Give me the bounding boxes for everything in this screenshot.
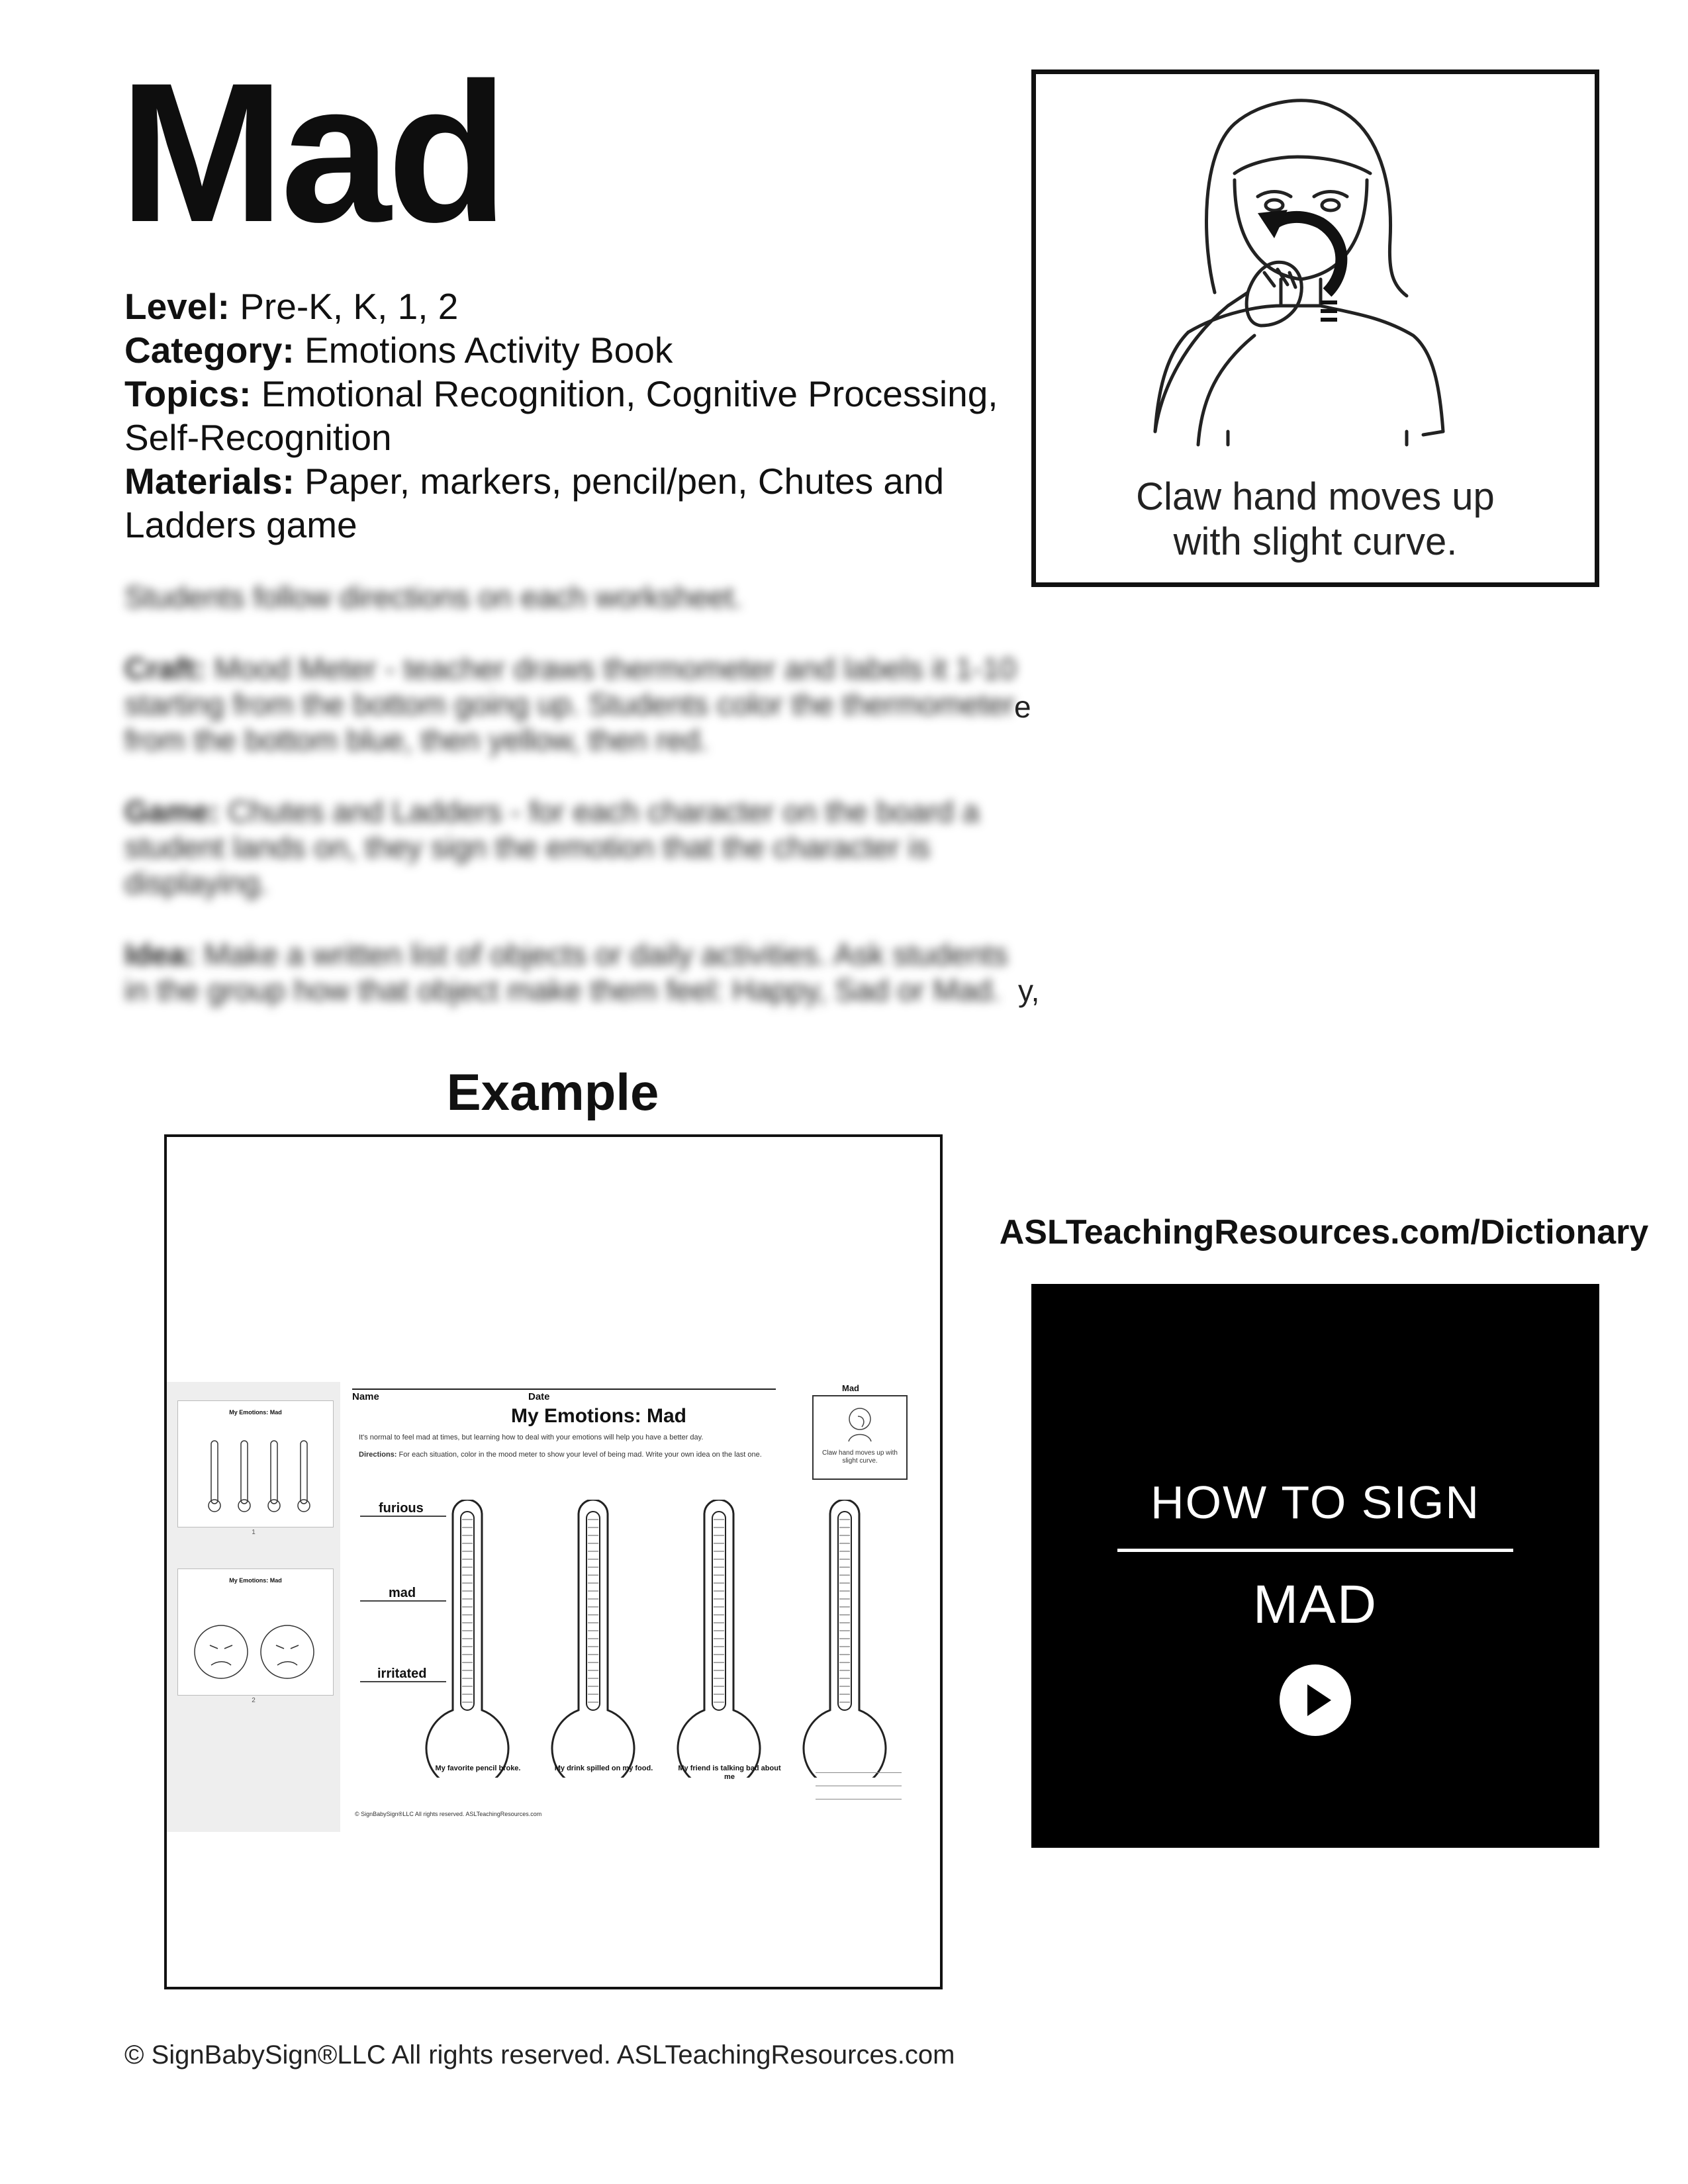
video-thumbnail[interactable]: [1031, 1284, 1599, 1848]
thermometer-caption-2: My drink spilled on my food.: [554, 1764, 653, 1772]
name-line: [352, 1388, 776, 1390]
topics-row: [124, 372, 1051, 459]
materials-row: [124, 459, 1051, 547]
craft-label: Craft:: [124, 651, 206, 686]
date-label: Date: [528, 1391, 550, 1402]
idea-paragraph: [124, 936, 1025, 1008]
craft-paragraph: [124, 651, 1025, 758]
example-heading: Example: [446, 1063, 659, 1121]
directions-text: For each situation, color in the mood meter to show your level of being mad. Write your own idea on the last one.: [399, 1451, 762, 1459]
category-value: Emotions Activity Book: [305, 330, 673, 371]
mini-sign-caption: Claw hand moves up with slight curve.: [822, 1449, 898, 1465]
mood-thermometers: [418, 1500, 921, 1778]
game-paragraph: [124, 794, 1025, 901]
sign-illustration: [1036, 74, 1595, 471]
unblurred-fragment: y,: [1018, 974, 1040, 1008]
worksheet-footer: © SignBabySign®LLC All rights reserved. ASLTeachingResources.com: [355, 1811, 542, 1817]
instructions-intro: Students follow directions on each worksheet.: [124, 580, 743, 614]
lesson-metadata: [124, 285, 1051, 547]
category-row: [124, 328, 1051, 372]
page-thumbnail-2[interactable]: [177, 1569, 334, 1696]
worksheet-intro: It's normal to feel mad at times, but learning how to deal with your emotions will help you have a better day.: [359, 1433, 704, 1441]
video-divider: [1117, 1549, 1513, 1552]
level-label-furious: furious: [379, 1501, 424, 1516]
write-line: [816, 1772, 902, 1773]
sign-caption: [1036, 475, 1595, 565]
worksheet-directions: [359, 1451, 769, 1459]
dictionary-link[interactable]: ASLTeachingResources.com/Dictionary: [999, 1213, 1649, 1251]
thermometer-caption-3: My friend is talking bad about me: [678, 1764, 781, 1781]
directions-label: Directions:: [359, 1451, 397, 1459]
level-row: [124, 285, 1051, 328]
worksheet-title: My Emotions: Mad: [511, 1405, 687, 1427]
video-title-top: HOW TO SIGN: [1150, 1477, 1480, 1528]
play-icon: [1280, 1664, 1351, 1736]
level-label-irritated: irritated: [377, 1666, 427, 1681]
game-text: Chutes and Ladders - for each character on the board a student lands on, they sign the emotion that the character is displaying.: [124, 794, 980, 900]
idea-text: Make a written list of objects or daily activities. Ask students in the group how that object make them feel: Happy, Sad or Mad.: [124, 937, 1008, 1007]
thumb-title: My Emotions: Mad: [229, 1577, 282, 1584]
materials-label: Materials:: [124, 461, 295, 502]
materials-value: Paper, markers, pencil/pen, Chutes and Ladders game: [124, 461, 945, 545]
thumb-title: My Emotions: Mad: [229, 1409, 282, 1416]
level-label-mad: mad: [389, 1586, 416, 1600]
caption-line-1: Claw hand moves up: [1136, 475, 1495, 518]
category-label: Category:: [124, 330, 295, 371]
page-thumbnail-1[interactable]: [177, 1400, 334, 1527]
idea-label: Idea:: [124, 937, 196, 972]
topics-value: Emotional Recognition, Cognitive Processing, Self-Recognition: [124, 373, 998, 458]
unblurred-fragment: e: [1014, 690, 1031, 724]
craft-text: Mood Meter - teacher draws thermometer and labels it 1-10 starting from the bottom going up. Students color the thermometer from the bottom blue, then yellow, then red.: [124, 651, 1017, 757]
thumbnail-thermometers: [191, 1428, 324, 1520]
video-title-bottom: MAD: [1252, 1574, 1378, 1635]
topics-label: Topics:: [124, 373, 252, 414]
page-footer: © SignBabySign®LLC All rights reserved. ASLTeachingResources.com: [124, 2040, 955, 2070]
sign-illustration-card: [1031, 69, 1599, 587]
thumb-page-number: 2: [252, 1697, 256, 1704]
game-label: Game:: [124, 794, 220, 829]
page-thumbnails-panel: [167, 1382, 340, 1832]
thumbnail-faces: [185, 1602, 326, 1688]
level-label: Level:: [124, 286, 230, 327]
example-worksheet-frame: [164, 1134, 943, 1989]
level-value: Pre-K, K, 1, 2: [240, 286, 459, 327]
blurred-instructions: [124, 579, 1025, 1044]
play-button[interactable]: [1280, 1664, 1351, 1736]
mini-sign-card: [812, 1395, 908, 1480]
page-title: Mad: [119, 41, 504, 263]
thermometer-caption-1: My favorite pencil broke.: [435, 1764, 521, 1772]
name-label: Name: [352, 1391, 379, 1402]
mini-sign-icon: [837, 1400, 883, 1447]
mini-sign-word: Mad: [842, 1383, 859, 1393]
caption-line-2: with slight curve.: [1173, 520, 1458, 563]
thumb-page-number: 1: [252, 1529, 256, 1536]
